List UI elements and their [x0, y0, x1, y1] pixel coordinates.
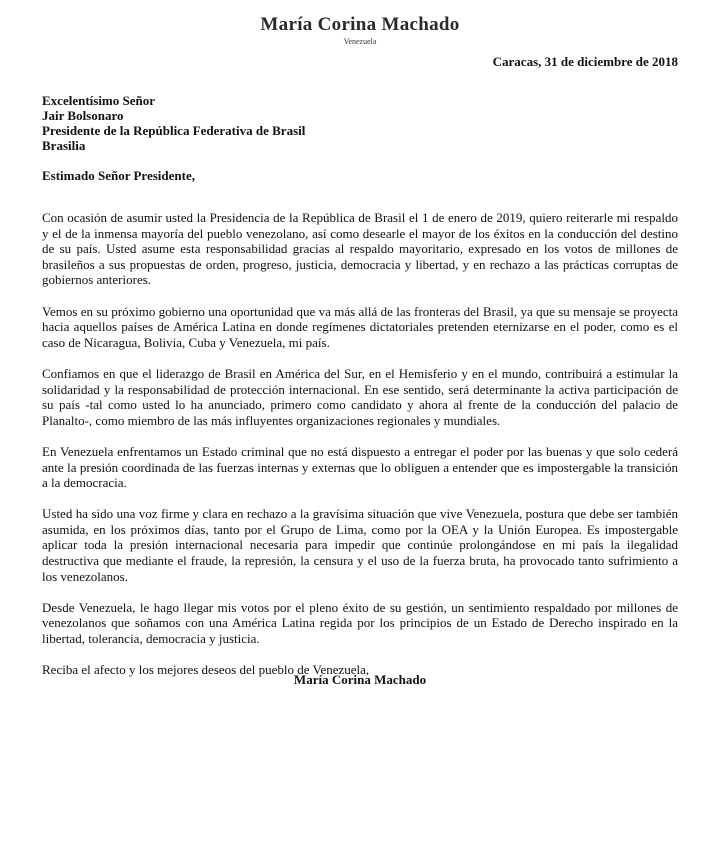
addressee-line: Brasilia	[42, 138, 86, 153]
addressee-line: Presidente de la República Federativa de Brasil	[42, 123, 306, 138]
addressee-line: Jair Bolsonaro	[42, 108, 124, 123]
signature-name: María Corina Machado	[293, 672, 427, 687]
body-paragraph: Vemos en su próximo gobierno una oportunidad que va más allá de las fronteras del Brasil, ya que su mensaje se proyecta hacia aquellos países de América Latina en donde regímenes dictatoriales pretenden eternizarse en el poder, como es el caso de Nicaragua, Bolivia, Cuba y Venezuela, mi país.	[42, 303, 678, 350]
letter-date: Caracas, 31 de diciembre de 2018	[492, 54, 678, 69]
body-paragraph: Confiamos en que el liderazgo de Brasil en América del Sur, en el Hemisferio y en el mundo, contribuirá a estimular la solidaridad y la responsabilidad de protección internacional. En ese sentido, será determinante la activa participación de su país -tal como usted lo ha anunciado, primero como candidato y ahora al frente de la conducción del palacio de Planalto-, como miembro de las más influyentes organizaciones regionales y mundiales.	[42, 365, 678, 428]
closing-line: Reciba el afecto y los mejores deseos del pueblo de Venezuela,	[42, 662, 370, 678]
letterhead-name: María Corina Machado	[260, 14, 460, 35]
body-paragraph: Con ocasión de asumir usted la Presidencia de la República de Brasil el 1 de enero de 2019, quiero reiterarle mi respaldo y el de la inmensa mayoría del pueblo venezolano, así como desearle el mayor de los éxitos en la conducción del destino de su país. Usted asume esta responsabilidad gracias al respaldo mayoritario, expresado en los votos de millones de brasileños a sus propuestas de orden, progreso, justicia, democracia y libertad, y en rechazo a las prácticas corruptas de gobiernos anteriores.	[42, 210, 678, 288]
letterhead	[0, 14, 720, 47]
body-paragraph: En Venezuela enfrentamos un Estado criminal que no está dispuesto a entregar el poder por las buenas y que solo cederá ante la presión coordinada de las fuerzas internas y externas que lo obliguen a entender que es impostergable la transición a la democracia.	[42, 443, 678, 491]
salutation: Estimado Señor Presidente,	[42, 168, 195, 183]
body-paragraph: Usted ha sido una voz firme y clara en rechazo a la gravísima situación que vive Venezuela, postura que debe ser también asumida, en los próximos días, tanto por el Grupo de Lima, como por la OEA y la Unión Europea. Es impostergable aplicar toda la presión internacional necesaria para impedir que continúe prolongándose en mi país la ilegalidad destructiva que mediante el fraude, la represión, la censura y el uso de la fuerza bruta, ha provocado tanto sufrimiento a los venezolanos.	[42, 506, 678, 584]
letterhead-country: Venezuela	[343, 37, 377, 46]
addressee-block	[42, 93, 305, 153]
addressee-line: Excelentísimo Señor	[42, 93, 156, 108]
body-paragraph: Desde Venezuela, le hago llegar mis votos por el pleno éxito de su gestión, un sentimiento respaldado por millones de venezolanos que soñamos con una América Latina regida por los principios de un Estado de Derecho inspirado en la libertad, tolerancia, democracia y justicia.	[42, 599, 678, 647]
letter-body	[42, 210, 678, 693]
